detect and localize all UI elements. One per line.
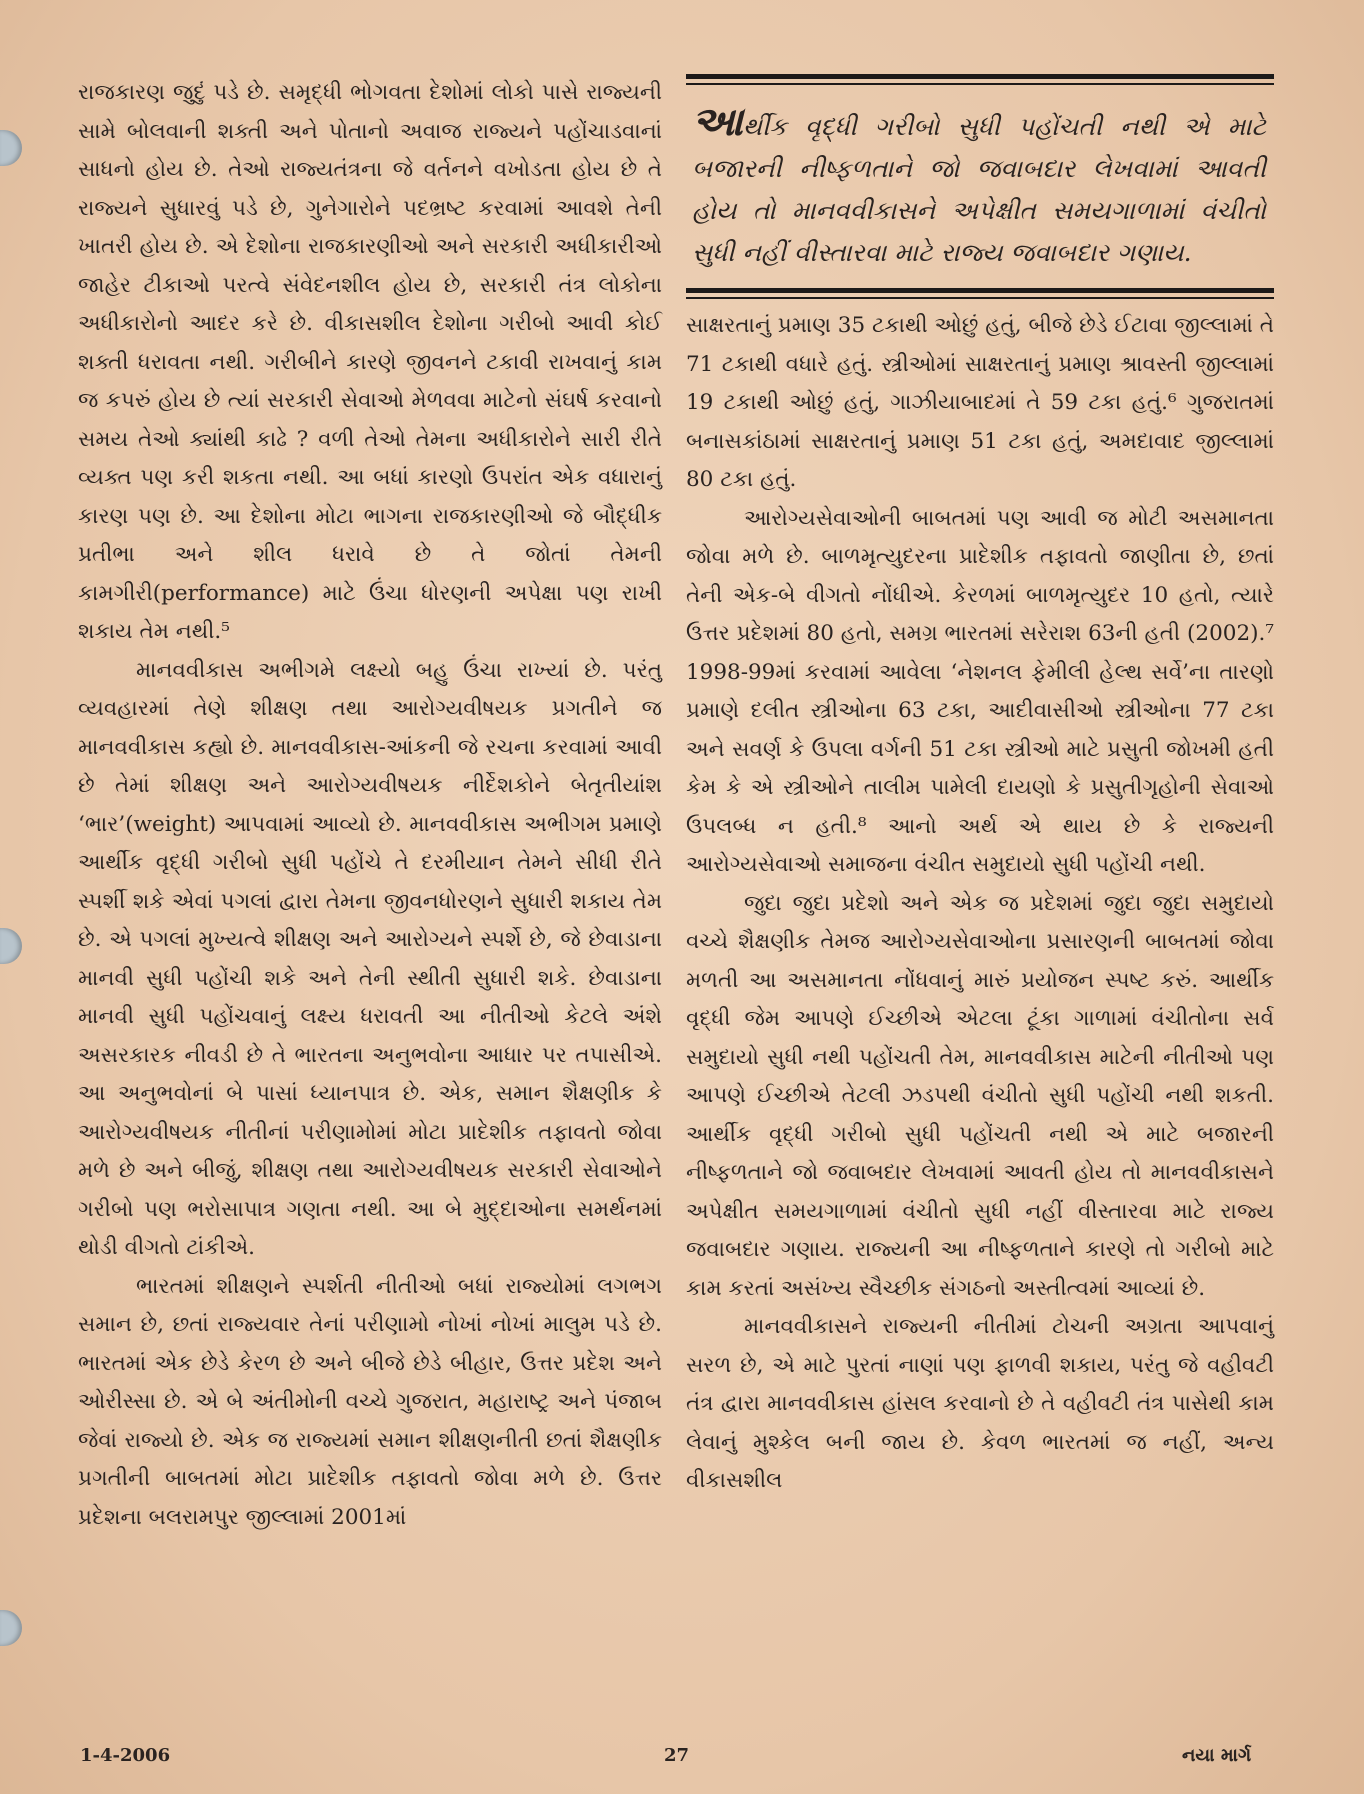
- left-column: [78, 74, 662, 1537]
- binder-hole: [0, 928, 22, 964]
- divider: [686, 288, 1274, 293]
- issue-date: 1-4-2006: [80, 1745, 171, 1766]
- body-paragraph: માનવવીકાસને રાજ્યની નીતીમાં ટોચની અગ્રતા આપવાનું સરળ છે, એ માટે પુરતાં નાણાં પણ ફાળવી શકાય, પરંતુ જે વહીવટી તંત્ર દ્વારા માનવવીકાસ હાંસલ કરવાનો છે તે વહીવટી તંત્ર પાસેથી કામ લેવાનું મુશ્કેલ બની જાય છે. કેવળ ભારતમાં જ નહીં, અન્ય વીકાસશીલ: [686, 1314, 1274, 1493]
- page-footer: [0, 1745, 1364, 1775]
- page-number: 27: [664, 1745, 690, 1766]
- binder-hole: [0, 1610, 22, 1646]
- magazine-name: નયા માર્ગ: [1182, 1745, 1252, 1766]
- body-paragraph: સાક્ષરતાનું પ્રમાણ 35 ટકાથી ઓછું હતું, બીજે છેડે ઈટાવા જીલ્લામાં તે 71 ટકાથી વધારે હતું. સ્ત્રીઓમાં સાક્ષરતાનું પ્રમાણ શ્રાવસ્તી જીલ્લામાં 19 ટકાથી ઓછું હતું, ગાઝીયાબાદમાં તે 59 ટકા હતું.⁶ ગુજરાતમાં બનાસકાંઠામાં સાક્ષરતાનું પ્રમાણ 51 ટકા હતું, અમદાવાદ જીલ્લામાં 80 ટકા હતું.: [686, 313, 1274, 492]
- pull-quote-text: [692, 98, 1266, 274]
- body-paragraph: ભારતમાં શીક્ષણને સ્પર્શતી નીતીઓ બધાં રાજ્યોમાં લગભગ સમાન છે, છતાં રાજ્યવાર તેનાં પરીણામો નોખાં નોખાં માલુમ પડે છે. ભારતમાં એક છેડે કેરળ છે અને બીજે છેડે બીહાર, ઉત્તર પ્રદેશ અને ઓરીસ્સા છે. એ બે અંતીમોની વચ્ચે ગુજરાત, મહારાષ્ટ્ર અને પંજાબ જેવાં રાજ્યો છે. એક જ રાજ્યમાં સમાન શીક્ષણનીતી છતાં શૈક્ષણીક પ્રગતીની બાબતમાં મોટા પ્રાદેશીક તફાવતો જોવા મળે છે. ઉત્તર પ્રદેશના બલરામપુર જીલ્લામાં 2001માં: [78, 1273, 662, 1530]
- drop-cap: આ: [692, 98, 743, 145]
- body-paragraph: જુદા જુદા પ્રદેશો અને એક જ પ્રદેશમાં જુદા જુદા સમુદાયો વચ્ચે શૈક્ષણીક તેમજ આરોગ્યસેવાઓના પ્રસારણની બાબતમાં જોવા મળતી આ અસમાનતા નોંધવાનું મારું પ્રયોજન સ્પષ્ટ કરું. આર્થીક વૃદ્ધી જેમ આપણે ઈચ્છીએ એટલા ટૂંકા ગાળામાં વંચીતોના સર્વ સમુદાયો સુધી નથી પહોંચતી તેમ, માનવવીકાસ માટેની નીતીઓ પણ આપણે ઈચ્છીએ તેટલી ઝડપથી વંચીતો સુધી પહોંચી નથી શકતી. આર્થીક વૃદ્ધી ગરીબો સુધી પહોંચતી નથી એ માટે બજારની નીષ્ફળતાને જો જવાબદાર લેખવામાં આવતી હોય તો માનવવીકાસને અપેક્ષીત સમયગાળામાં વંચીતો સુધી નહીં વીસ્તારવા માટે રાજ્ય જવાબદાર ગણાય. રાજ્યની આ નીષ્ફળતાને કારણે તો ગરીબો માટે કામ કરતાં અસંખ્ય સ્વૈચ્છીક સંગઠનો અસ્તીત્વમાં આવ્યાં છે.: [686, 890, 1274, 1301]
- body-paragraph: માનવવીકાસ અભીગમે લક્ષ્યો બહુ ઉંચા રાખ્યાં છે. પરંતુ વ્યવહારમાં તેણે શીક્ષણ તથા આરોગ્યવીષયક પ્રગતીને જ માનવવીકાસ કહ્યો છે. માનવવીકાસ-આંકની જે રચના કરવામાં આવી છે તેમાં શીક્ષણ અને આરોગ્યવીષયક નીર્દેશકોને બેતૃતીયાંશ ‘ભાર’(weight) આપવામાં આવ્યો છે. માનવવીકાસ અભીગમ પ્રમાણે આર્થીક વૃદ્ધી ગરીબો સુધી પહોંચે તે દરમીયાન તેમને સીધી રીતે સ્પર્શી શકે એવાં પગલાં દ્વારા તેમના જીવનધોરણને સુધારી શકાય તેમ છે. એ પગલાં મુખ્યત્વે શીક્ષણ અને આરોગ્યને સ્પર્શે છે, જે છેવાડાના માનવી સુધી પહોંચી શકે અને તેની સ્થીતી સુધારી શકે. છેવાડાના માનવી સુધી પહોંચવાનું લક્ષ્ય ધરાવતી આ નીતીઓ કેટલે અંશે અસરકારક નીવડી છે તે ભારતના અનુભવોના આધાર પર તપાસીએ. આ અનુભવોનાં બે પાસાં ધ્યાનપાત્ર છે. એક, સમાન શૈક્ષણીક કે આરોગ્યવીષયક નીતીનાં પરીણામોમાં મોટા પ્રાદેશીક તફાવતો જોવા મળે છે અને બીજું, શીક્ષણ તથા આરોગ્યવીષયક સરકારી સેવાઓને ગરીબો પણ ભરોસાપાત્ર ગણતા નથી. આ બે મુદ્દાઓના સમર્થનમાં થોડી વીગતો ટાંકીએ.: [78, 657, 662, 1260]
- right-column: [686, 74, 1274, 1501]
- binder-hole: [0, 130, 22, 166]
- pull-quote-body: ર્થીક વૃદ્ધી ગરીબો સુધી પહોંચતી નથી એ માટે બજારની નીષ્ફળતાને જો જવાબદાર લેખવામાં આવતી હોય તો માનવવીકાસને અપેક્ષીત સમયગાળામાં વંચીતો સુધી નહીં વીસ્તારવા માટે રાજ્ય જવાબદાર ગણાય.: [692, 112, 1266, 267]
- body-paragraph: આરોગ્યસેવાઓની બાબતમાં પણ આવી જ મોટી અસમાનતા જોવા મળે છે. બાળમૃત્યુદરના પ્રાદેશીક તફાવતો જાણીતા છે, છતાં તેની એક-બે વીગતો નોંધીએ. કેરળમાં બાળમૃત્યુદર 10 હતો, ત્યારે ઉત્તર પ્રદેશમાં 80 હતો, સમગ્ર ભારતમાં સરેરાશ 63ની હતી (2002).⁷ 1998-99માં કરવામાં આવેલા ‘નેશનલ ફેમીલી હેલ્થ સર્વે’ના તારણો પ્રમાણે દલીત સ્ત્રીઓના 63 ટકા, આદીવાસીઓ સ્ત્રીઓના 77 ટકા અને સવર્ણ કે ઉપલા વર્ગની 51 ટકા સ્ત્રીઓ માટે પ્રસુતી જોખમી હતી કેમ કે એ સ્ત્રીઓને તાલીમ પામેલી દાયણો કે પ્રસુતીગૃહોની સેવાઓ ઉપલબ્ધ ન હતી.⁸ આનો અર્થ એ થાય છે કે રાજ્યની આરોગ્યસેવાઓ સમાજના વંચીત સમુદાયો સુધી પહોંચી નથી.: [686, 505, 1274, 877]
- body-paragraph: રાજકારણ જુદું પડે છે. સમૃદ્ધી ભોગવતા દેશોમાં લોકો પાસે રાજ્યની સામે બોલવાની શક્તી અને પોતાનો અવાજ રાજ્યને પહોંચાડવાનાં સાધનો હોય છે. તેઓ રાજ્યતંત્રના જે વર્તનને વખોડતા હોય છે તે રાજ્યને સુધારવું પડે છે, ગુનેગારોને પદભ્રષ્ટ કરવામાં આવશે તેની ખાતરી હોય છે. એ દેશોના રાજકારણીઓ અને સરકારી અધીકારીઓ જાહેર ટીકાઓ પરત્વે સંવેદનશીલ હોય છે, સરકારી તંત્ર લોકોના અધીકારોનો આદર કરે છે. વીકાસશીલ દેશોના ગરીબો આવી કોઈ શક્તી ધરાવતા નથી. ગરીબીને કારણે જીવનને ટકાવી રાખવાનું કામ જ કપરું હોય છે ત્યાં સરકારી સેવાઓ મેળવવા માટેનો સંઘર્ષ કરવાનો સમય તેઓ ક્યાંથી કાઢે ? વળી તેઓ તેમના અધીકારોને સારી રીતે વ્યક્ત પણ કરી શકતા નથી. આ બધાં કારણો ઉપરાંત એક વધારાનું કારણ પણ છે. આ દેશોના મોટા ભાગના રાજકારણીઓ જે બૌદ્ધીક પ્રતીભા અને શીલ ધરાવે છે તે જોતાં તેમની કામગીરી(performance) માટે ઉંચા ધોરણની અપેક્ષા પણ રાખી શકાય તેમ નથી.⁵: [78, 80, 662, 644]
- pull-quote: [686, 74, 1274, 299]
- divider: [686, 74, 1274, 79]
